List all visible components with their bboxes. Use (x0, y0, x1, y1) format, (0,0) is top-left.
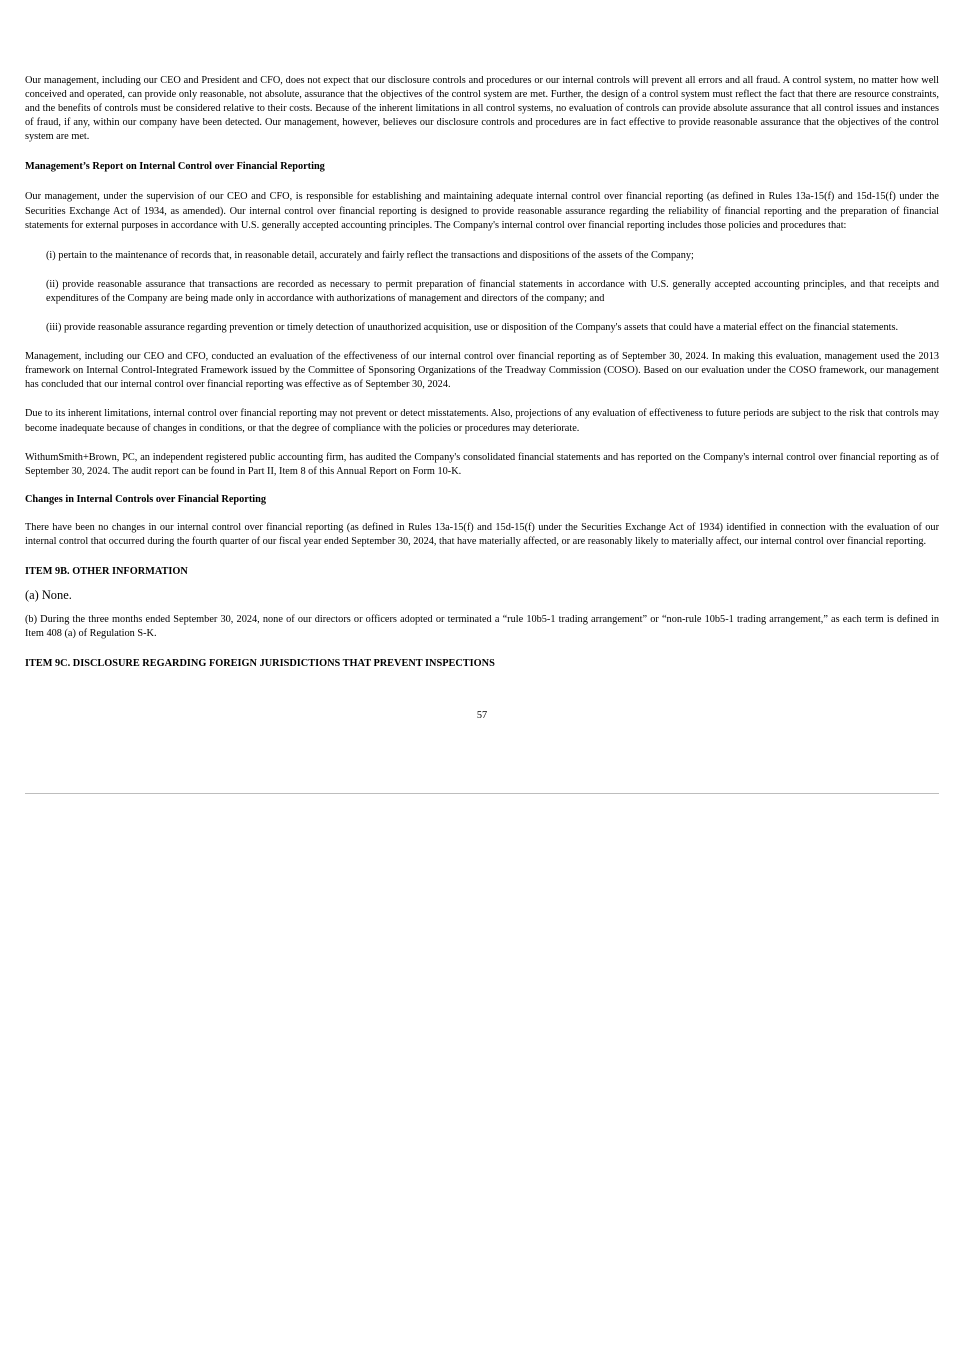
list-item-iii: (iii) provide reasonable assurance regarding prevention or timely detection of unauthorized acquisition, use or disposition of the Company's assets that could have a material effect on the financial statements. (46, 322, 899, 334)
paragraph-9b-b: (b) During the three months ended September 30, 2024, none of our directors or officers adopted or terminated a “rule 10b5-1 trading arrangement” or “non-rule 10b5-1 trading arrangement,” as each term is defined in Item 408 (a) of Regulation S-K. (25, 613, 939, 640)
paragraph-changes: There have been no changes in our internal control over financial reporting (as defined in Rules 13a-15(f) and 15d-15(f) under the Securities Exchange Act of 1934) identified in connection with the evaluation of our internal control that occurred during the fourth quarter of our fiscal year ended September 30, 2024, that have materially affected, or are reasonably likely to materially affect, our internal control over financial reporting. (25, 521, 939, 547)
page-number: 57 (476, 710, 488, 722)
document-page (25, 74, 939, 723)
list-item-i: (i) pertain to the maintenance of records that, in reasonable detail, accurately and fairly reflect the transactions and dispositions of the assets of the Company; (46, 249, 694, 261)
paragraph-controls-limitations: Our management, including our CEO and President and CFO, does not expect that our disclosure controls and procedures or our internal controls will prevent all errors and all fraud. A control system, no matter how well conceived and operated, can provide only reasonable, not absolute, assurance that the objectives of the control system are met. Further, the design of a control system must reflect the fact that there are resource constraints, and the benefits of controls must be considered relative to their costs. Because of the inherent limitations in all control systems, no evaluation of controls can provide absolute assurance that all control issues and instances of fraud, if any, within our company have been detected. Our management, however, believes our disclosure controls and procedures are in fact effective to provide reasonable assurance that the objectives of the control system are met. (25, 75, 939, 143)
paragraph-9b-a: (a) None. (25, 587, 72, 602)
heading-item-9c: ITEM 9C. DISCLOSURE REGARDING FOREIGN JURISDICTIONS THAT PREVENT INSPECTIONS (25, 658, 495, 670)
page-divider (25, 793, 939, 794)
heading-management-report: Management’s Report on Internal Control over Financial Reporting (25, 161, 325, 173)
paragraph-inherent-limitations: Due to its inherent limitations, internal control over financial reporting may not prevent or detect misstatements. Also, projections of any evaluation of effectiveness to future periods are subject to the risk that controls may become inadequate because of changes in conditions, or that the degree of compliance with the policies or procedures may deteriorate. (25, 408, 939, 434)
heading-changes-internal-controls: Changes in Internal Controls over Financial Reporting (25, 493, 267, 505)
heading-item-9b: ITEM 9B. OTHER INFORMATION (25, 565, 188, 577)
paragraph-auditor: WithumSmith+Brown, PC, an independent registered public accounting firm, has audited the Company's consolidated financial statements and has reported on the Company's internal control over financial reporting as of September 30, 2024. The audit report can be found in Part II, Item 8 of this Annual Report on Form 10-K. (25, 451, 939, 477)
paragraph-evaluation: Management, including our CEO and CFO, conducted an evaluation of the effectiveness of our internal control over financial reporting as of September 30, 2024. In making this evaluation, management used the 2013 framework on Internal Control-Integrated Framework issued by the Committee of Sponsoring Organizations of the Treadway Commission (COSO). Based on our evaluation under the COSO framework, our management has concluded that our internal control over financial reporting was effective as of September 30, 2024. (25, 351, 939, 391)
list-item-ii: (ii) provide reasonable assurance that transactions are recorded as necessary to permit preparation of financial statements in accordance with U.S. generally accepted accounting principles, and that receipts and expenditures of the Company are being made only in accordance with authorizations of management and directors of the company; and (46, 278, 939, 304)
paragraph-management-responsibility: Our management, under the supervision of our CEO and CFO, is responsible for establishing and maintaining adequate internal control over financial reporting (as defined in Rules 13a-15(f) and 15d-15(f) under the Securities Exchange Act of 1934, as amended). Our internal control over financial reporting is designed to provide reasonable assurance regarding the reliability of financial reporting and the preparation of financial statements for external purposes in accordance with U.S. generally accepted accounting principles. The Company's internal control over financial reporting includes those policies and procedures that: (25, 191, 939, 231)
